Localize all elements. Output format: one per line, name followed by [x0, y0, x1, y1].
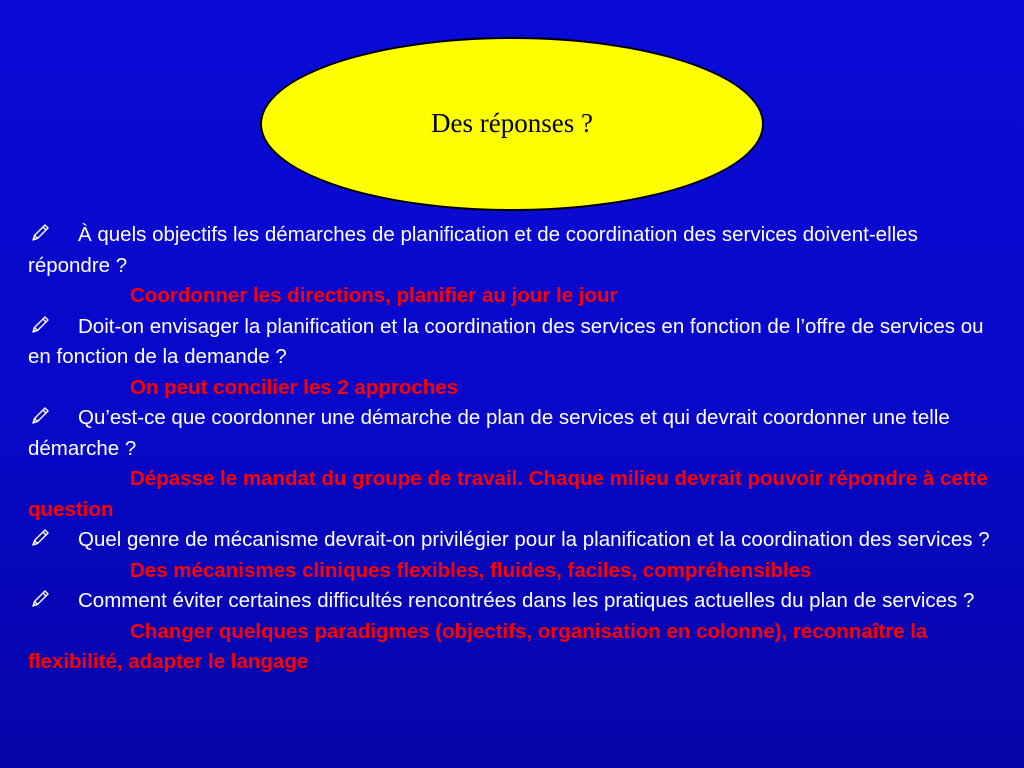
question-text: Doit-on envisager la planification et la coordination des services en fonction de l’offre de services ou en fonction de la demande ? [28, 314, 984, 368]
question-3 [28, 403, 1000, 464]
qa-list [28, 220, 1000, 678]
pencil-icon [28, 313, 52, 337]
question-text: Comment éviter certaines difficultés rencontrées dans les pratiques actuelles du plan de services ? [78, 589, 975, 612]
question-text: À quels objectifs les démarches de planification et de coordination des services doivent-elles répondre ? [28, 223, 918, 277]
pencil-icon [28, 526, 52, 550]
question-text: Qu’est-ce que coordonner une démarche de plan de services et qui devrait coordonner une telle démarche ? [28, 406, 950, 460]
question-4 [28, 525, 1000, 556]
question-text: Quel genre de mécanisme devrait-on privilégier pour la planification et la coordination des services ? [78, 528, 990, 551]
title-oval [260, 37, 764, 211]
pencil-icon [28, 587, 52, 611]
slide-title: Des réponses ? [431, 107, 593, 138]
pencil-icon [28, 221, 52, 245]
answer-3: Dépasse le mandat du groupe de travail. Chaque milieu devrait pouvoir répondre à cette question [28, 467, 988, 521]
question-5 [28, 586, 1000, 617]
answer-4: Des mécanismes cliniques flexibles, fluides, faciles, compréhensibles [130, 558, 812, 582]
answer-2: On peut concilier les 2 approches [130, 375, 459, 399]
question-2 [28, 312, 1000, 373]
answer-5: Changer quelques paradigmes (objectifs, organisation en colonne), reconnaître la flexibilité, adapter le langage [28, 619, 928, 673]
question-1 [28, 220, 1000, 281]
pencil-icon [28, 404, 52, 428]
answer-1: Coordonner les directions, planifier au jour le jour [130, 284, 618, 307]
